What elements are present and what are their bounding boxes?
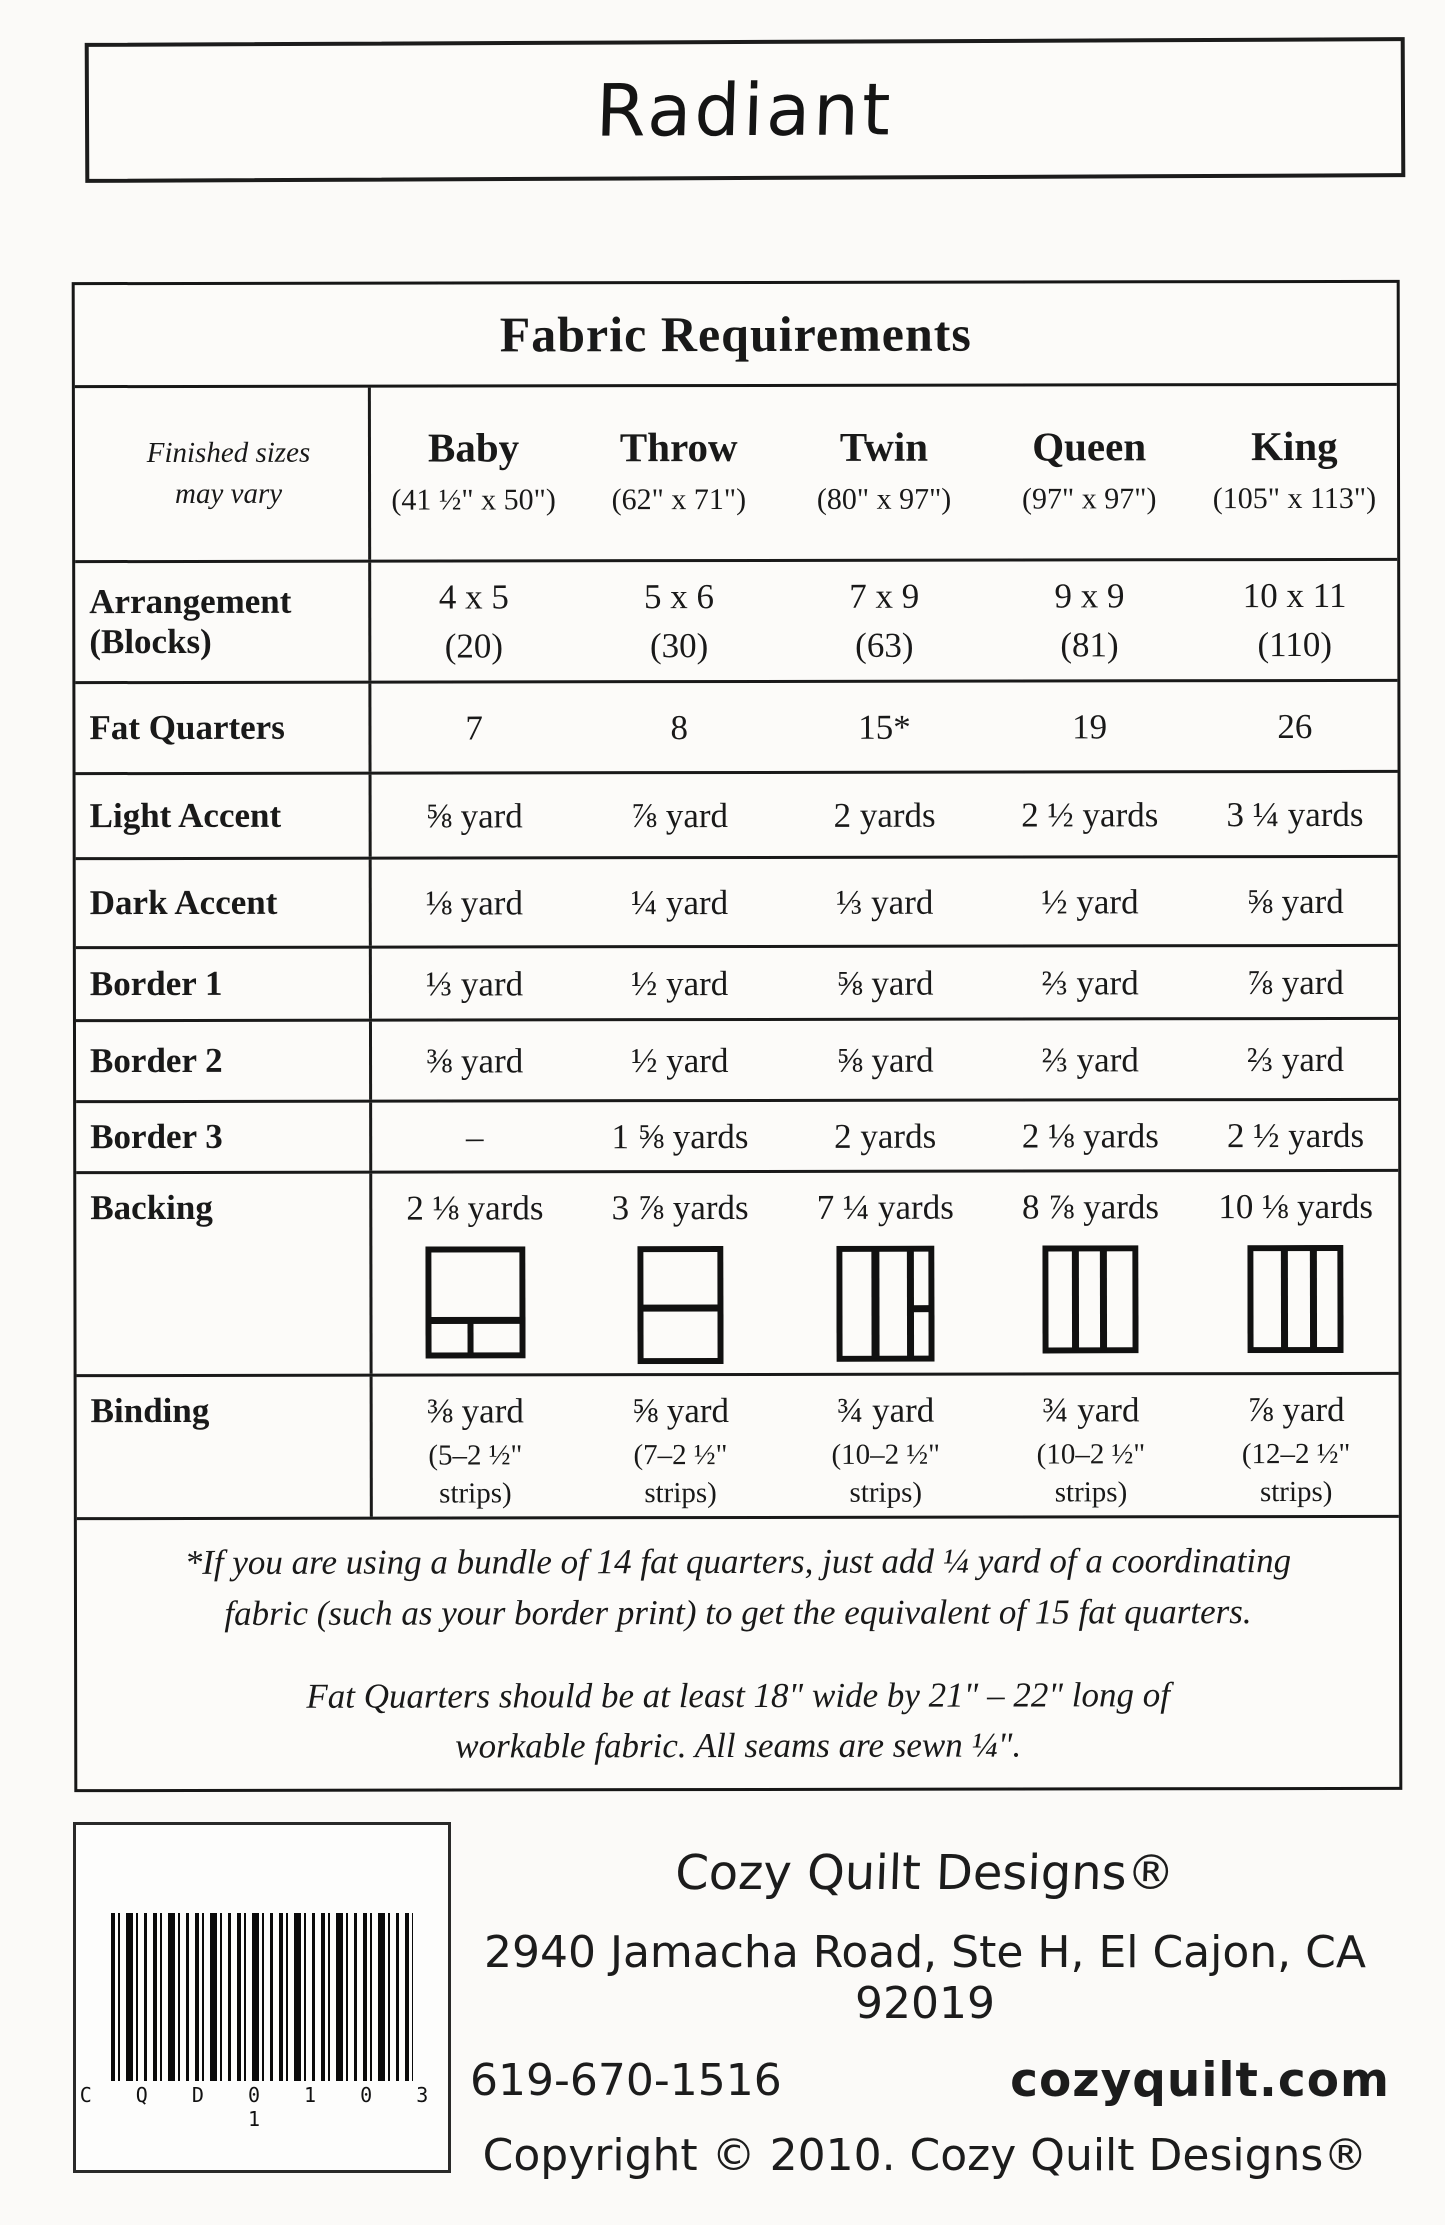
cell-binding bbox=[578, 1376, 783, 1516]
column-header-throw bbox=[576, 387, 782, 559]
table-row-backing bbox=[76, 1172, 1398, 1377]
table-header-row bbox=[75, 386, 1397, 563]
backing-diagram-queen bbox=[1043, 1245, 1139, 1353]
cell-value: ⅝ yard bbox=[631, 1391, 730, 1431]
column-name: Queen bbox=[1032, 423, 1147, 470]
cell-value: ⅞ yard bbox=[630, 795, 729, 835]
copyright-line: Copyright © 2010. Cozy Quilt Designs® bbox=[482, 2130, 1368, 2181]
row-label: Border 3 bbox=[76, 1103, 372, 1172]
cell-value: 10 ⅛ yards bbox=[1218, 1186, 1374, 1227]
cell-value: 4 x 5 (20) bbox=[438, 577, 509, 666]
cell-value: 8 bbox=[670, 707, 689, 747]
phone-number: 619-670-1516 bbox=[470, 2055, 782, 2106]
cell-value: ⅝ yard bbox=[1246, 881, 1344, 921]
cell-value: ⅜ yard bbox=[426, 1391, 524, 1431]
company-address: 2940 Jamacha Road, Ste H, El Cajon, CA 92019 bbox=[484, 1927, 1366, 2029]
page-title: Radiant bbox=[595, 67, 895, 153]
cell-binding bbox=[373, 1376, 578, 1516]
footnotes bbox=[77, 1518, 1399, 1773]
cell-value: ⅔ yard bbox=[1041, 962, 1139, 1002]
cell-value: ¼ yard bbox=[630, 882, 729, 922]
cell-value: ¾ yard bbox=[1042, 1390, 1140, 1430]
cell-value: – bbox=[465, 1116, 484, 1156]
cell-value: 10 x 11 (110) bbox=[1242, 575, 1347, 665]
cell-value: ⅝ yard bbox=[836, 1040, 934, 1080]
barcode-text: C Q D 0 1 0 3 1 bbox=[79, 2083, 445, 2131]
cell-backing-king bbox=[1193, 1172, 1399, 1372]
cell-backing-queen bbox=[988, 1172, 1194, 1372]
column-header-twin bbox=[781, 387, 987, 559]
table-row-fat-quarters bbox=[75, 682, 1397, 775]
row-label: Fat Quarters bbox=[75, 684, 371, 773]
column-header-queen bbox=[986, 386, 1192, 558]
cell-subvalue: (10–2 ½" strips) bbox=[1036, 1438, 1146, 1509]
column-name: Baby bbox=[427, 424, 520, 471]
cell-value: ⅜ yard bbox=[425, 1040, 524, 1081]
row-label: Border 2 bbox=[76, 1022, 372, 1101]
backing-diagram-king bbox=[1248, 1245, 1344, 1353]
cell-backing-throw bbox=[577, 1173, 783, 1373]
website-url: cozyquilt.com bbox=[1010, 2053, 1390, 2108]
column-size: (105" x 113") bbox=[1212, 481, 1377, 515]
table-row-border-3 bbox=[76, 1101, 1398, 1174]
footnote-fat-quarter-size: Fat Quarters should be at least 18" wide by 21" – 22" long of workable fabric. All seams are sewn ¼". bbox=[306, 1674, 1170, 1766]
cell-binding bbox=[988, 1375, 1193, 1515]
barcode-box bbox=[73, 1822, 451, 2173]
column-size: (62" x 71") bbox=[611, 482, 747, 516]
backing-diagram-twin bbox=[836, 1246, 934, 1362]
column-name: Throw bbox=[619, 424, 738, 471]
cell-value: ⅞ yard bbox=[1247, 1389, 1345, 1430]
cell-value: ⅞ yard bbox=[1246, 962, 1344, 1002]
column-size: (41 ½" x 50") bbox=[391, 482, 556, 517]
table-row-binding bbox=[77, 1375, 1399, 1520]
cell-backing-baby bbox=[372, 1173, 578, 1373]
backing-diagram-throw bbox=[637, 1246, 723, 1364]
table-row-border-1 bbox=[76, 947, 1398, 1022]
column-name: King bbox=[1251, 423, 1338, 470]
cell-value: 9 x 9 (81) bbox=[1054, 576, 1125, 665]
footnote-fat-quarter-bundle: *If you are using a bundle of 14 fat quarters, just add ¼ yard of a coordinating fabric (such as your border print) to get the equivalent of 15 fat quarters. bbox=[184, 1541, 1292, 1633]
cell-value: ½ yard bbox=[631, 1040, 729, 1080]
corner-note: Finished sizes may vary bbox=[75, 388, 371, 561]
cell-value: 3 ⅞ yards bbox=[611, 1187, 749, 1228]
cell-value: 26 bbox=[1277, 706, 1313, 746]
cell-value: ½ yard bbox=[631, 963, 729, 1003]
row-label: Light Accent bbox=[76, 775, 372, 858]
table-row-dark-accent bbox=[76, 858, 1398, 949]
cell-subvalue: (10–2 ½" strips) bbox=[831, 1438, 940, 1509]
cell-value: 2 ½ yards bbox=[1226, 1115, 1365, 1155]
row-label: Backing bbox=[76, 1174, 372, 1375]
cell-backing-twin bbox=[783, 1173, 989, 1373]
column-size: (97" x 97") bbox=[1021, 481, 1157, 516]
cell-value: 2 ⅛ yards bbox=[406, 1188, 544, 1228]
cell-subvalue: (12–2 ½" strips) bbox=[1241, 1437, 1351, 1508]
cell-binding bbox=[783, 1376, 988, 1516]
cell-value: ⅝ yard bbox=[425, 795, 523, 836]
cell-subvalue: (7–2 ½" strips) bbox=[633, 1439, 728, 1509]
cell-value: 2 yards bbox=[833, 795, 936, 835]
table-row-border-2 bbox=[76, 1020, 1398, 1103]
cell-binding bbox=[1193, 1375, 1398, 1515]
row-label: Binding bbox=[77, 1377, 373, 1518]
cell-value: ⅓ yard bbox=[836, 882, 934, 922]
cell-value: ⅛ yard bbox=[425, 882, 523, 923]
cell-value: 5 x 6 (30) bbox=[643, 577, 715, 666]
cell-value: 8 ⅞ yards bbox=[1021, 1187, 1160, 1227]
column-header-king bbox=[1192, 386, 1397, 558]
backing-diagram-baby bbox=[425, 1246, 525, 1358]
cell-value: 7 bbox=[465, 707, 483, 747]
table-row-arrangement bbox=[75, 561, 1397, 684]
cell-value: 1 ⅝ yards bbox=[611, 1116, 749, 1156]
column-size: (80" x 97") bbox=[816, 482, 952, 516]
title-banner bbox=[85, 37, 1406, 183]
cell-value: ⅔ yard bbox=[1246, 1039, 1345, 1079]
cell-value: ¾ yard bbox=[837, 1390, 935, 1430]
table-row-light-accent bbox=[76, 773, 1398, 860]
row-label: Border 1 bbox=[76, 949, 372, 1020]
cell-subvalue: (5–2 ½" strips) bbox=[428, 1439, 523, 1510]
cell-value: 19 bbox=[1072, 706, 1108, 746]
row-label: Dark Accent bbox=[76, 860, 372, 947]
cell-value: 3 ¼ yards bbox=[1226, 794, 1364, 834]
cell-value: ⅔ yard bbox=[1041, 1039, 1139, 1079]
table-title: Fabric Requirements bbox=[75, 283, 1397, 388]
cell-value: ⅓ yard bbox=[425, 963, 524, 1004]
barcode-image bbox=[111, 1913, 413, 2081]
column-name: Twin bbox=[839, 424, 929, 471]
company-name: Cozy Quilt Designs® bbox=[674, 1845, 1176, 1901]
cell-value: ½ yard bbox=[1041, 881, 1139, 921]
contact-row bbox=[450, 2053, 1400, 2108]
cell-value: 7 ¼ yards bbox=[816, 1187, 954, 1227]
cell-value: 15* bbox=[858, 707, 911, 747]
cell-value: ⅝ yard bbox=[836, 963, 934, 1003]
row-label: Arrangement (Blocks) bbox=[75, 563, 371, 682]
cell-value: 2 ⅛ yards bbox=[1021, 1115, 1159, 1156]
cell-value: 7 x 9 (63) bbox=[849, 576, 920, 665]
cell-value: 2 yards bbox=[834, 1116, 937, 1156]
fabric-requirements-box bbox=[72, 280, 1403, 1792]
publisher-info bbox=[450, 1845, 1400, 2181]
column-header-baby bbox=[371, 387, 576, 559]
cell-value: 2 ½ yards bbox=[1021, 794, 1159, 835]
